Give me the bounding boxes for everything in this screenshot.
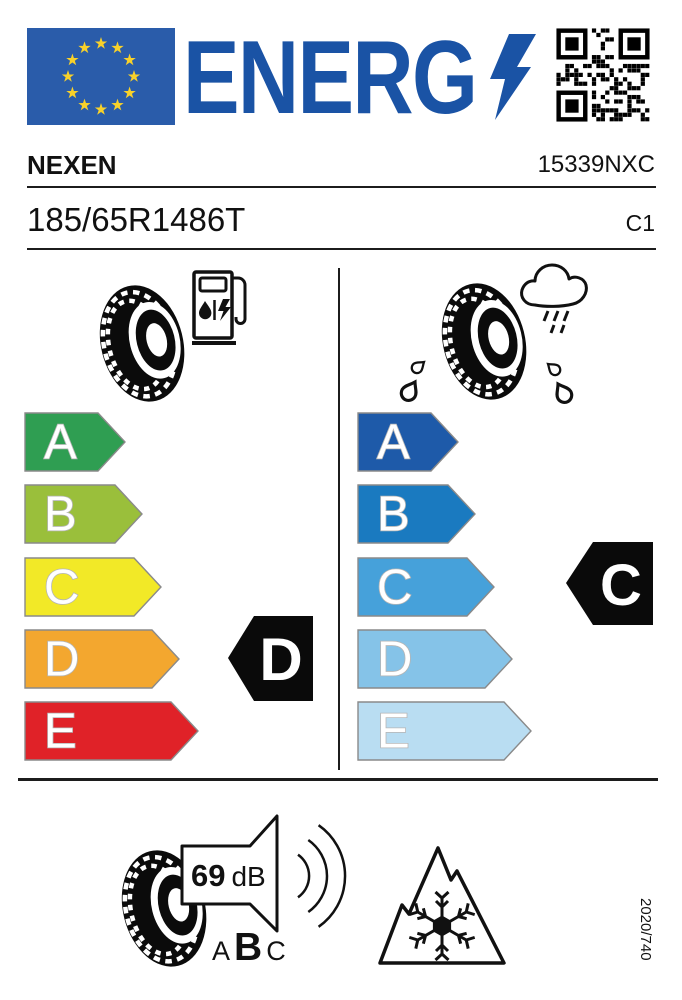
- qr-code: [552, 24, 654, 126]
- svg-text:B: B: [44, 487, 77, 542]
- brand-name: NEXEN: [27, 150, 117, 180]
- svg-text:C: C: [44, 560, 80, 615]
- fuel-efficiency-scale-bar-B: [24, 484, 143, 544]
- fuel-efficiency-scale-bar-A: [24, 412, 126, 472]
- rain-cloud-icon: [518, 260, 602, 336]
- regulation-number: 2020/740: [637, 898, 654, 961]
- wet-grip-scale-bar-E: [357, 701, 532, 761]
- tire-designation: 185/65R1486T: [27, 201, 246, 238]
- wet-grip-scale-bar-C: [357, 557, 495, 617]
- svg-text:C: C: [377, 560, 413, 615]
- lightning-bolt-icon: [490, 34, 537, 122]
- noise-class-C: C: [266, 936, 286, 966]
- divider-rule-bottom: [18, 778, 658, 781]
- fuel-pump-icon: [190, 264, 248, 346]
- noise-class-letters: [212, 926, 286, 970]
- noise-unit: dB: [231, 861, 266, 892]
- tire-class: C1: [625, 210, 655, 236]
- loudspeaker-icon: [178, 812, 353, 937]
- svg-text:B: B: [377, 487, 410, 542]
- noise-value: 69: [191, 858, 226, 893]
- fuel-efficiency-rating: D: [259, 626, 303, 693]
- fuel-efficiency-rating-pointer: [228, 615, 314, 702]
- svg-text:E: E: [44, 704, 77, 759]
- wet-grip-scale-bar-B: [357, 484, 476, 544]
- fuel-efficiency-scale-bar-E: [24, 701, 199, 761]
- eu-flag-icon: [27, 28, 175, 125]
- center-divider: [338, 268, 340, 770]
- sound-waves-icon: [298, 825, 345, 927]
- svg-text:A: A: [377, 415, 410, 470]
- noise-class-A: A: [212, 936, 231, 966]
- divider-rule-top: [27, 186, 656, 188]
- fuel-efficiency-scale: [24, 412, 224, 759]
- energy-logo-text: ENERG: [183, 20, 477, 136]
- tire-icon-fuel: [92, 280, 196, 406]
- wet-grip-scale-bar-D: [357, 629, 513, 689]
- svg-text:E: E: [377, 704, 410, 759]
- snowflake-mountain-icon: [378, 840, 510, 966]
- noise-class-B: B: [234, 926, 263, 969]
- wet-grip-scale: [357, 412, 557, 759]
- divider-rule-middle: [27, 248, 656, 250]
- wet-grip-rating: C: [600, 553, 642, 618]
- svg-text:D: D: [44, 632, 80, 687]
- wet-grip-rating-pointer: [566, 541, 654, 626]
- wet-grip-scale-bar-A: [357, 412, 459, 472]
- svg-text:A: A: [44, 415, 77, 470]
- fuel-efficiency-scale-bar-C: [24, 557, 162, 617]
- svg-text:D: D: [377, 632, 413, 687]
- article-code: 15339NXC: [537, 151, 655, 178]
- fuel-efficiency-scale-bar-D: [24, 629, 180, 689]
